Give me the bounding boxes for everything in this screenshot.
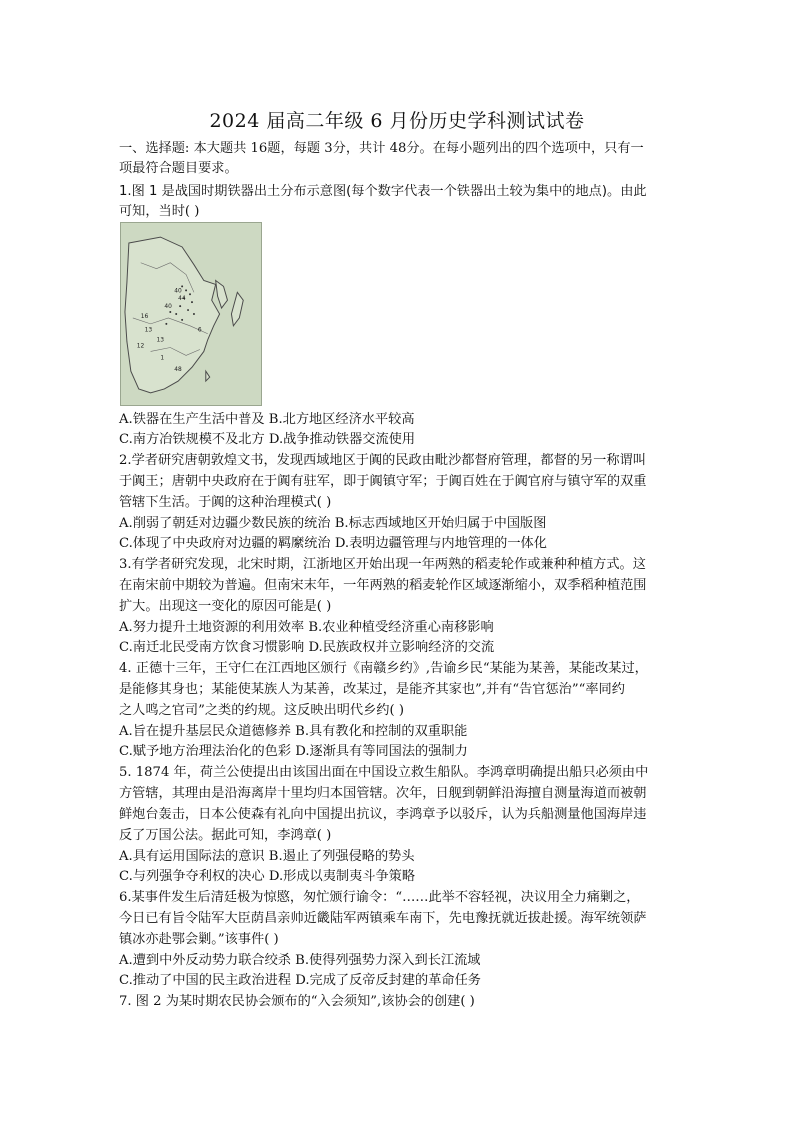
- q1-stem-line-2: 可知，当时( ): [119, 204, 200, 219]
- map-label: 12: [136, 343, 145, 350]
- q2-stem-line-3: 管辖下生活。于阗的这种治理模式( ): [119, 495, 332, 510]
- q3-options-ab: A.努力提升土地资源的利用效率 B.农业种植受经济重心南移影响: [119, 620, 494, 635]
- q5-stem-line-2: 方管辖，其理由是沿海离岸十里均归本国管辖。次年，日舰到朝鲜沿海擅自测量海道而被朝: [119, 786, 647, 801]
- q4-options-ab: A.旨在提升基层民众道德修养 B.具有教化和控制的双重职能: [119, 724, 468, 739]
- map-label: 13: [144, 327, 153, 334]
- map-figure: [121, 223, 261, 405]
- q5-stem-line-4: 反了万国公法。据此可知，李鸿章( ): [119, 828, 332, 843]
- q6-stem-line-3: 镇冰亦赴鄂会剿。”该事件( ): [119, 932, 279, 947]
- q4-options-cd: C.赋予地方治理法治化的色彩 D.逐渐具有等同国法的强制力: [119, 744, 468, 759]
- map-label: 16: [140, 313, 149, 320]
- map-label: 40: [164, 304, 172, 311]
- q1-iron-distribution-map: [120, 222, 262, 406]
- q2-stem-line-2: 于阗王；唐朝中央政府在于阗有驻军，即于阗镇守军；于阗百姓在于阗官府与镇守军的双重: [119, 474, 647, 489]
- q5-stem-line-1: 5. 1874 年，荷兰公使提出由该国出面在中国设立救生船队。李鸿章明确提出船只必须由中: [119, 765, 649, 780]
- map-label: 13: [156, 337, 165, 344]
- q4-stem-line-3: 之人鸣之官司”之类的约规。这反映出明代乡约( ): [119, 703, 404, 718]
- map-label: 48: [174, 367, 182, 374]
- section-heading-line-1: 一、选择题: 本大题共 16题，每题 3分，共计 48分。在每小题列出的四个选项中，只有一: [119, 141, 644, 156]
- section-heading-line-2: 项最符合题目要求。: [119, 161, 238, 176]
- q3-stem-line-3: 扩大。出现这一变化的原因可能是( ): [119, 599, 332, 614]
- q2-options-cd: C.体现了中央政府对边疆的羁縻统治 D.表明边疆管理与内地管理的一体化: [119, 536, 547, 551]
- q5-options-ab: A.具有运用国际法的意识 B.遏止了列强侵略的势头: [119, 849, 415, 864]
- q3-stem-line-2: 在南宋前中期较为普遍。但南宋末年，一年两熟的稻麦轮作区域逐渐缩小，双季稻种植范围: [119, 578, 647, 593]
- q6-options-cd: C.推动了中国的民主政治进程 D.完成了反帝反封建的革命任务: [119, 973, 481, 988]
- map-label: 6: [197, 327, 202, 334]
- q4-stem-line-2: 是能修其身也；某能使某族人为某善，改某过，是能齐其家也”,并有“告官惩治”“率同约: [119, 682, 625, 697]
- q6-stem-line-1: 6.某事件发生后清廷极为惊愍，匆忙颁行谕令：“……此举不容轻视，决议用全力痛剿之，: [119, 890, 640, 905]
- map-label: 40: [174, 288, 182, 295]
- q3-options-cd: C.南迁北民受南方饮食习惯影响 D.民族政权并立影响经济的交流: [119, 640, 495, 655]
- q6-options-ab: A.遭到中外反动势力联合绞杀 B.使得列强势力深入到长江流域: [119, 953, 481, 968]
- q1-options-cd: C.南方冶铁规模不及北方 D.战争推动铁器交流使用: [119, 432, 416, 447]
- q1-options-ab: A.铁器在生产生活中普及 B.北方地区经济水平较高: [119, 412, 415, 427]
- q1-stem-line-1: 1.图 1 是战国时期铁器出土分布示意图(每个数字代表一个铁器出土较为集中的地点)。由此: [119, 184, 647, 199]
- map-label: 44: [178, 296, 186, 303]
- q4-stem-line-1: 4. 正德十三年，王守仁在江西地区颁行《南赣乡约》,告谕乡民“某能为某善，某能改某过，: [119, 661, 648, 676]
- q2-stem-line-1: 2.学者研究唐朝敦煌文书，发现西域地区于阗的民政由毗沙都督府管理，都督的另一称谓叫: [119, 453, 646, 468]
- q2-options-ab: A.削弱了朝廷对边疆少数民族的统治 B.标志西域地区开始归属于中国版图: [119, 516, 547, 531]
- q3-stem-line-1: 3.有学者研究发现，北宋时期，江浙地区开始出现一年两熟的稻麦轮作或兼种种植方式。这: [119, 557, 646, 572]
- map-label: 1: [160, 355, 165, 362]
- q5-options-cd: C.与列强争夺利权的决心 D.形成以夷制夷斗争策略: [119, 869, 416, 884]
- q5-stem-line-3: 鲜炮台轰击，日本公使森有礼向中国提出抗议，李鸿章予以驳斥，认为兵船测量他国海岸违: [119, 807, 647, 822]
- q6-stem-line-2: 今日已有旨令陆军大臣荫昌亲帅近畿陆军两镇乘车南下，先电豫抚就近拔赴援。海军统领萨: [119, 911, 647, 926]
- q7-stem-line-1: 7. 图 2 为某时期农民协会颁布的“入会须知”,该协会的创建( ): [119, 994, 475, 1009]
- page-title: 2024 届高二年级 6 月份历史学科测试试卷: [209, 110, 585, 132]
